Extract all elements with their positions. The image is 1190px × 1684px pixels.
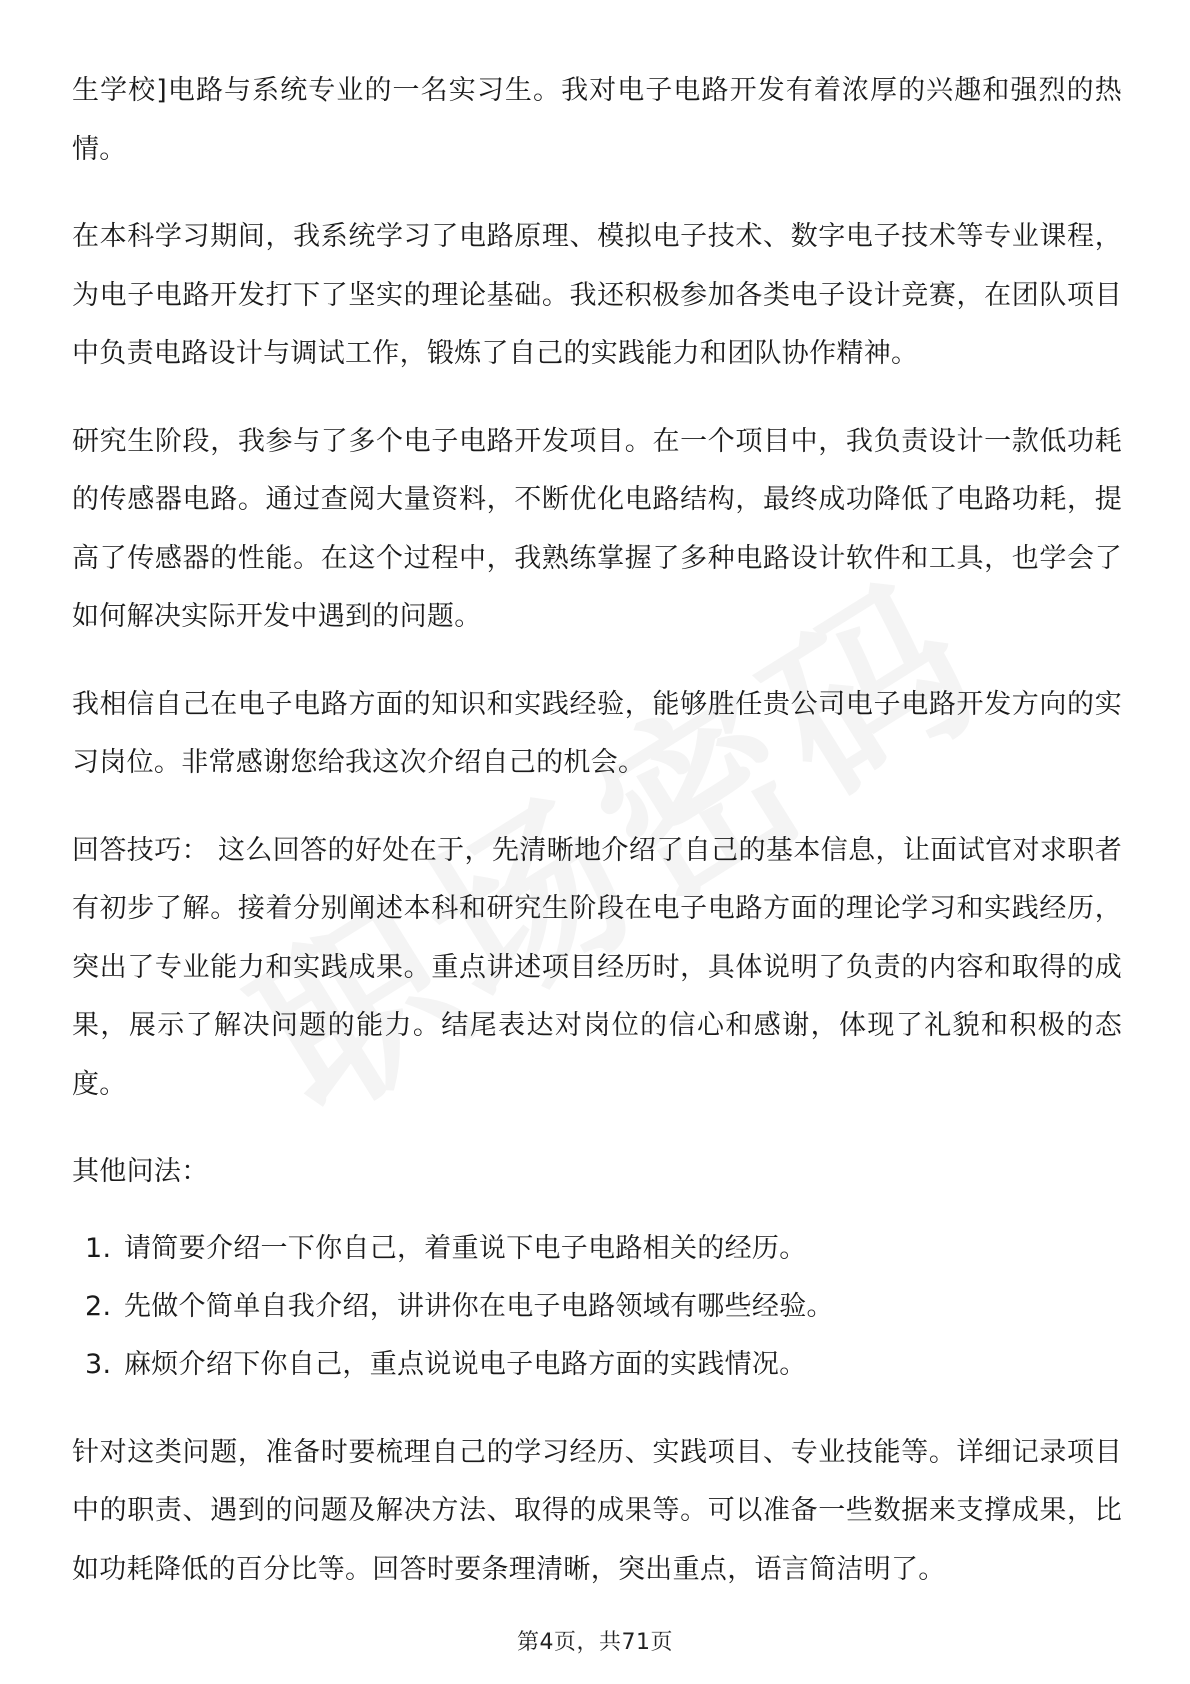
paragraph-closing: 我相信自己在电子电路方面的知识和实践经验，能够胜任贵公司电子电路开发方向的实习岗位。非常感谢您给我这次介绍自己的机会。 <box>72 688 1122 778</box>
paragraph-intro-end: 生学校]电路与系统专业的一名实习生。我对电子电路开发有着浓厚的兴趣和强烈的热情。 <box>72 75 1122 165</box>
list-item-number: 3. <box>85 1348 112 1380</box>
question-list <box>72 1220 1122 1394</box>
paragraph-tips: 回答技巧： 这么回答的好处在于，先清晰地介绍了自己的基本信息，让面试官对求职者有初步了解。接着分别阐述本科和研究生阶段在电子电路方面的理论学习和实践经历，突出了专业能力和实践成果。重点讲述项目经历时，具体说明了负责的内容和取得的成果，展示了解决问题的能力。结尾表达对岗位的信心和感谢，体现了礼貌和积极的态度。 <box>72 834 1122 1100</box>
page-content <box>72 62 1122 1628</box>
list-item-number: 1. <box>85 1232 112 1264</box>
other-questions-heading: 其他问法： <box>72 1156 209 1187</box>
paragraph-advice: 针对这类问题，准备时要梳理自己的学习经历、实践项目、专业技能等。详细记录项目中的职责、遇到的问题及解决方法、取得的成果等。可以准备一些数据来支撑成果，比如功耗降低的百分比等。回答时要条理清晰，突出重点，语言简洁明了。 <box>72 1436 1122 1585</box>
list-item-number: 2. <box>85 1290 112 1322</box>
list-item <box>72 1220 1122 1278</box>
page-footer: 第4页，共71页 <box>517 1630 673 1655</box>
list-item-text: 先做个简单自我介绍，讲讲你在电子电路领域有哪些经验。 <box>124 1290 834 1322</box>
list-item <box>72 1278 1122 1336</box>
list-item-text: 请简要介绍一下你自己，着重说下电子电路相关的经历。 <box>124 1232 807 1264</box>
list-item-text: 麻烦介绍下你自己，重点说说电子电路方面的实践情况。 <box>124 1348 807 1380</box>
list-item <box>72 1336 1122 1394</box>
paragraph-undergrad: 在本科学习期间，我系统学习了电路原理、模拟电子技术、数字电子技术等专业课程，为电子电路开发打下了坚实的理论基础。我还积极参加各类电子设计竞赛，在团队项目中负责电路设计与调试工作，锻炼了自己的实践能力和团队协作精神。 <box>72 221 1122 369</box>
paragraph-graduate: 研究生阶段，我参与了多个电子电路开发项目。在一个项目中，我负责设计一款低功耗的传感器电路。通过查阅大量资料，不断优化电路结构，最终成功降低了电路功耗，提高了传感器的性能。在这个过程中，我熟练掌握了多种电路设计软件和工具，也学会了如何解决实际开发中遇到的问题。 <box>72 425 1122 632</box>
